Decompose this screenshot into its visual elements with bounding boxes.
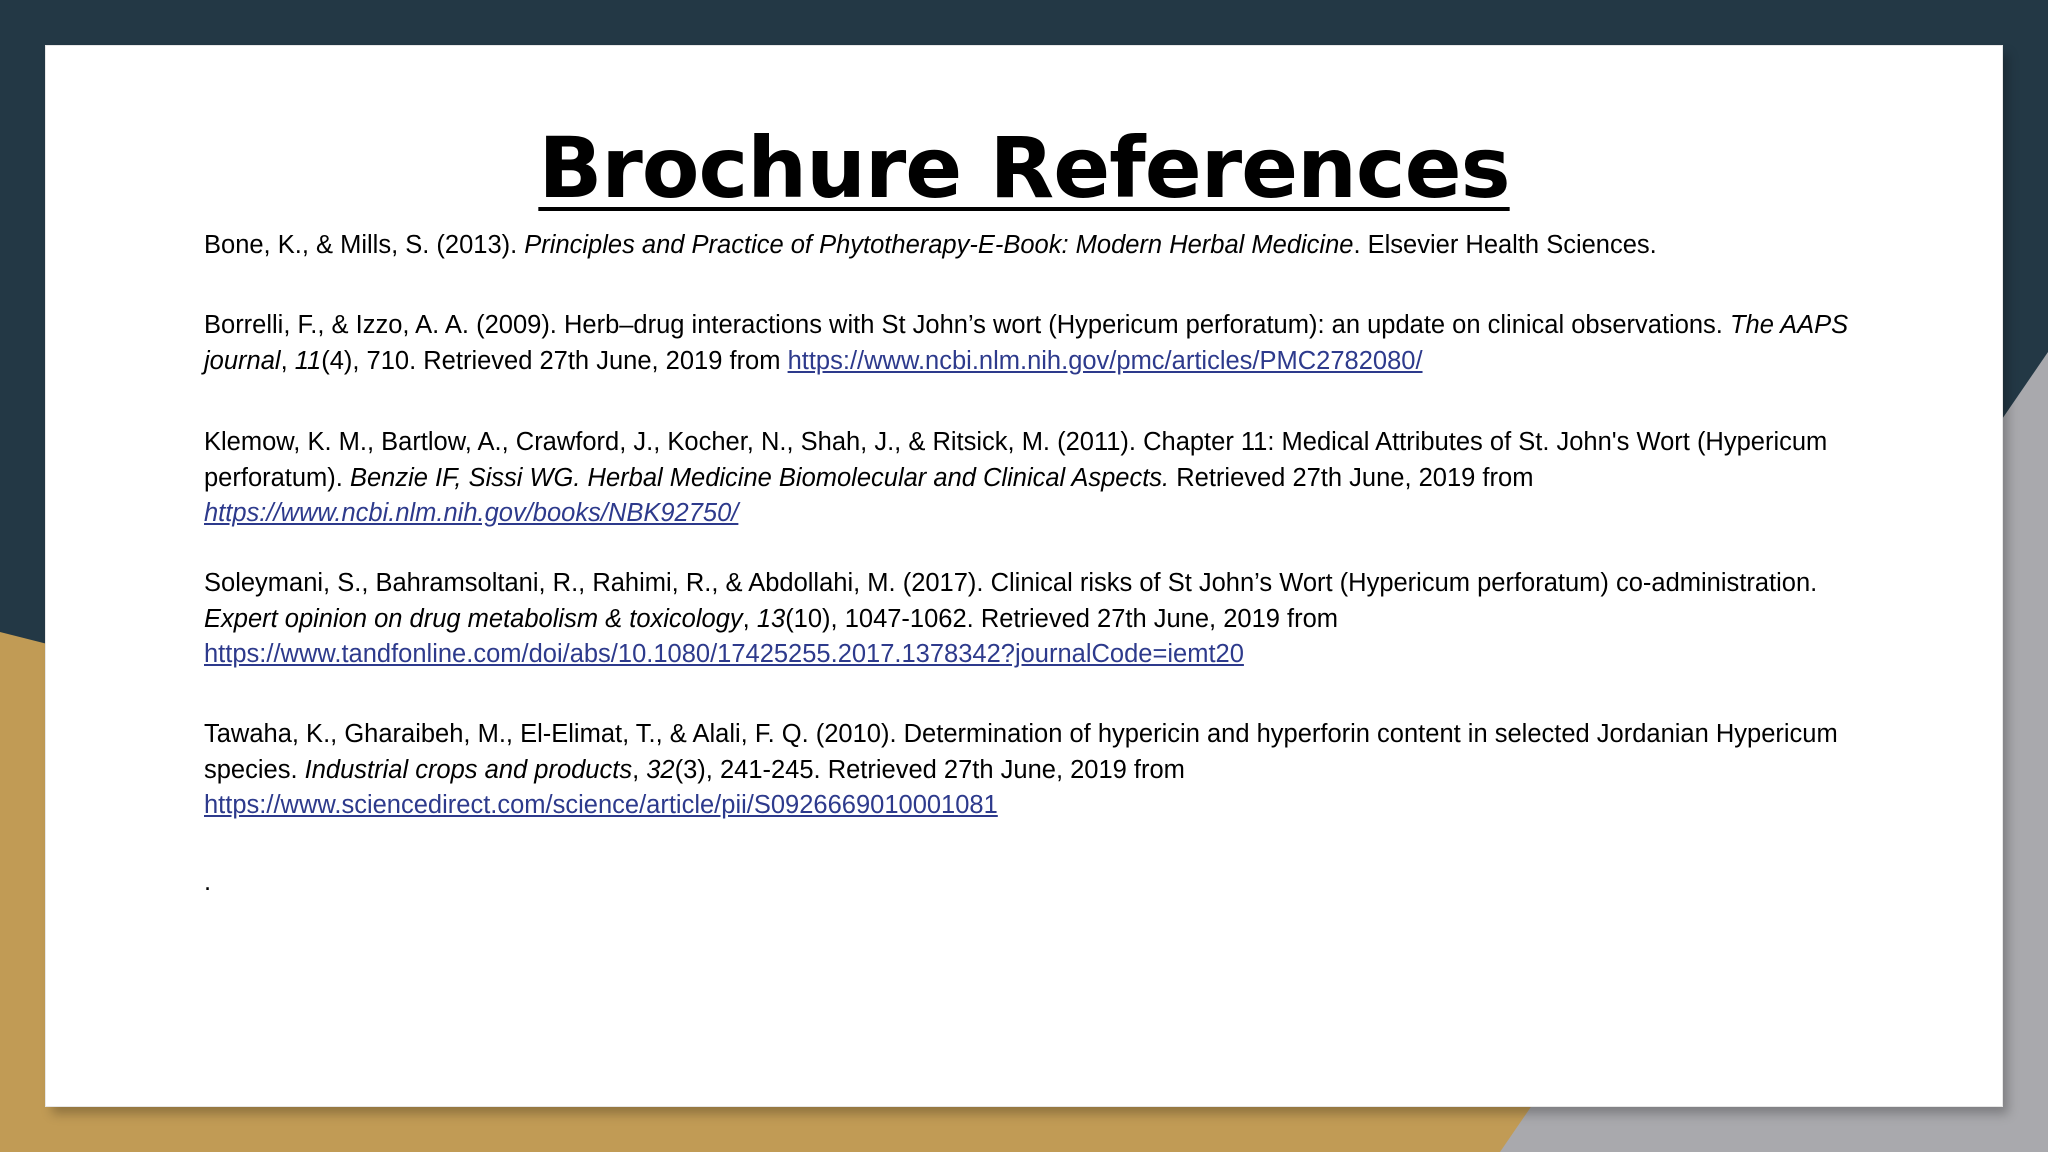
reference-link[interactable]: https://www.sciencedirect.com/science/article/pii/S0926669010001081: [204, 791, 998, 819]
reference-link[interactable]: https://www.ncbi.nlm.nih.gov/pmc/articles/PMC2782080/: [787, 346, 1423, 375]
reference-item: Soleymani, S., Bahramsoltani, R., Rahimi, R., & Abdollahi, M. (2017). Clinical risks of St John’s Wort (Hypericum perforatum) co-administration. Expert opinion on drug metabolism & toxicology, 13(10), 1047-1062. Retrieved 27th June, 2019 from https://www.tandfonline.com/doi/abs/10.1080/17425255.2017.1378342?journalCode=iemt20: [204, 569, 1818, 668]
page-title: Brochure References: [538, 119, 1510, 217]
reference-link[interactable]: https://www.ncbi.nlm.nih.gov/books/NBK92750/: [204, 499, 739, 527]
slide: [46, 46, 2002, 1106]
trailing-dot: .: [204, 868, 212, 896]
reference-item: Bone, K., & Mills, S. (2013). Principles and Practice of Phytotherapy-E-Book: Modern Herbal Medicine. Elsevier Health Sciences.: [204, 231, 1657, 259]
reference-link[interactable]: https://www.tandfonline.com/doi/abs/10.1080/17425255.2017.1378342?journalCode=iemt20: [204, 640, 1244, 668]
reference-item: Tawaha, K., Gharaibeh, M., El-Elimat, T., & Alali, F. Q. (2010). Determination of hypericin and hyperforin content in selected Jordanian Hypericum species. Industrial crops and products, 32(3), 241-245. Retrieved 27th June, 2019 from https://www.sciencedirect.com/science/article/pii/S0926669010001081: [204, 720, 1838, 819]
reference-item: Borrelli, F., & Izzo, A. A. (2009). Herb–drug interactions with St John’s wort (Hypericum perforatum): an update on clinical observations. The AAPS journal, 11(4), 710. Retrieved 27th June, 2019 from https://www.ncbi.nlm.nih.gov/pmc/articles/PMC2782080/: [204, 311, 1849, 375]
reference-item: Klemow, K. M., Bartlow, A., Crawford, J., Kocher, N., Shah, J., & Ritsick, M. (2011). Chapter 11: Medical Attributes of St. John's Wort (Hypericum perforatum). Benzie IF, Sissi WG. Herbal Medicine Biomolecular and Clinical Aspects. Retrieved 27th June, 2019 from https://www.ncbi.nlm.nih.gov/books/NBK92750/: [204, 428, 1828, 527]
